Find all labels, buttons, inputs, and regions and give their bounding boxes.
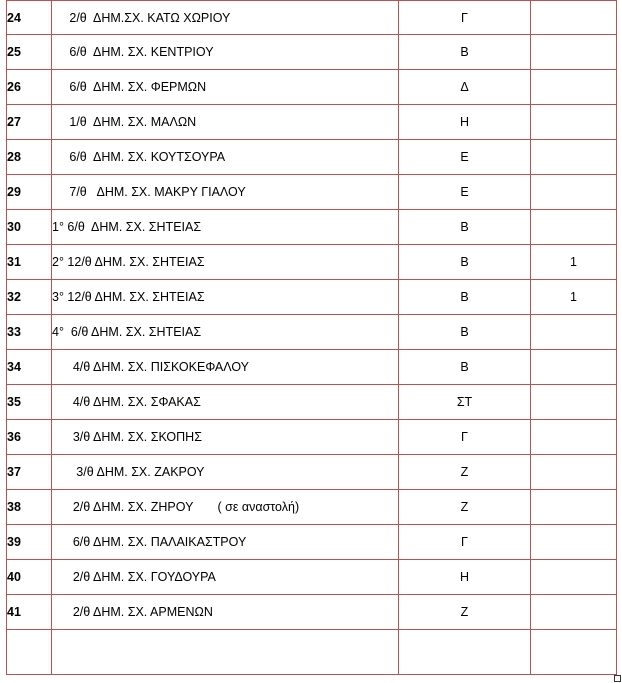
extra-cell [531, 525, 617, 560]
school-name: 6/θ ΔΗΜ. ΣΧ. ΚΟΥΤΣΟΥΡΑ [52, 140, 399, 175]
school-name: 3/θ ΔΗΜ. ΣΧ. ΣΚΟΠΗΣ [52, 420, 399, 455]
category-cell: Β [399, 280, 531, 315]
row-number: 32 [7, 280, 52, 315]
table-row [7, 35, 617, 70]
table-row [7, 525, 617, 560]
table-row [7, 350, 617, 385]
row-number: 38 [7, 490, 52, 525]
extra-cell [531, 140, 617, 175]
table-row-empty [7, 630, 617, 675]
table-row [7, 1, 617, 35]
extra-cell [531, 350, 617, 385]
row-number: 35 [7, 385, 52, 420]
category-cell: Β [399, 210, 531, 245]
extra-cell: 1 [531, 245, 617, 280]
extra-cell [531, 1, 617, 35]
category-cell: Ε [399, 140, 531, 175]
category-cell: Ζ [399, 595, 531, 630]
extra-cell-empty [531, 630, 617, 675]
school-name: 1° 6/θ ΔΗΜ. ΣΧ. ΣΗΤΕΙΑΣ [52, 210, 399, 245]
school-name: 2/θ ΔΗΜ. ΣΧ. ΑΡΜΕΝΩΝ [52, 595, 399, 630]
row-number: 34 [7, 350, 52, 385]
category-cell: Γ [399, 420, 531, 455]
category-cell: Ζ [399, 455, 531, 490]
school-name: 4/θ ΔΗΜ. ΣΧ. ΣΦΑΚΑΣ [52, 385, 399, 420]
extra-cell [531, 385, 617, 420]
school-name: 3/θ ΔΗΜ. ΣΧ. ΖΑΚΡΟΥ [52, 455, 399, 490]
table-row [7, 490, 617, 525]
school-name: 2/θ ΔΗΜ.ΣΧ. ΚΑΤΩ ΧΩΡΙΟΥ [52, 1, 399, 35]
school-name: 2/θ ΔΗΜ. ΣΧ. ΖΗΡΟΥ ( σε αναστολή) [52, 490, 399, 525]
row-number: 29 [7, 175, 52, 210]
category-cell: Γ [399, 1, 531, 35]
extra-cell [531, 70, 617, 105]
extra-cell [531, 560, 617, 595]
category-cell: Ε [399, 175, 531, 210]
category-cell: Β [399, 350, 531, 385]
table-row [7, 315, 617, 350]
page-corner-marker [614, 675, 621, 682]
extra-cell [531, 455, 617, 490]
category-cell: Β [399, 35, 531, 70]
school-name: 1/θ ΔΗΜ. ΣΧ. ΜΑΛΩΝ [52, 105, 399, 140]
extra-cell [531, 210, 617, 245]
extra-cell [531, 420, 617, 455]
row-number: 31 [7, 245, 52, 280]
table-row [7, 105, 617, 140]
row-number: 28 [7, 140, 52, 175]
extra-cell [531, 175, 617, 210]
row-number-empty [7, 630, 52, 675]
table-row [7, 455, 617, 490]
row-number: 36 [7, 420, 52, 455]
category-cell-empty [399, 630, 531, 675]
school-name-empty [52, 630, 399, 675]
extra-cell [531, 105, 617, 140]
table-row [7, 70, 617, 105]
schools-table [6, 0, 617, 675]
row-number: 39 [7, 525, 52, 560]
table-row [7, 245, 617, 280]
table-row [7, 560, 617, 595]
table-row [7, 140, 617, 175]
extra-cell [531, 490, 617, 525]
school-name: 3° 12/θ ΔΗΜ. ΣΧ. ΣΗΤΕΙΑΣ [52, 280, 399, 315]
category-cell: Η [399, 105, 531, 140]
row-number: 37 [7, 455, 52, 490]
row-number: 30 [7, 210, 52, 245]
row-number: 33 [7, 315, 52, 350]
extra-cell [531, 35, 617, 70]
school-name: 2° 12/θ ΔΗΜ. ΣΧ. ΣΗΤΕΙΑΣ [52, 245, 399, 280]
table-row [7, 280, 617, 315]
extra-cell: 1 [531, 280, 617, 315]
table-row [7, 420, 617, 455]
row-number: 25 [7, 35, 52, 70]
school-name: 6/θ ΔΗΜ. ΣΧ. ΦΕΡΜΩΝ [52, 70, 399, 105]
row-number: 27 [7, 105, 52, 140]
row-number: 24 [7, 1, 52, 35]
school-name: 7/θ ΔΗΜ. ΣΧ. ΜΑΚΡΥ ΓΙΑΛΟΥ [52, 175, 399, 210]
row-number: 40 [7, 560, 52, 595]
schools-table-body [7, 1, 617, 675]
category-cell: Δ [399, 70, 531, 105]
extra-cell [531, 595, 617, 630]
category-cell: Η [399, 560, 531, 595]
school-name: 6/θ ΔΗΜ. ΣΧ. ΠΑΛΑΙΚΑΣΤΡΟΥ [52, 525, 399, 560]
school-name: 4° 6/θ ΔΗΜ. ΣΧ. ΣΗΤΕΙΑΣ [52, 315, 399, 350]
category-cell: Β [399, 315, 531, 350]
school-name: 4/θ ΔΗΜ. ΣΧ. ΠΙΣΚΟΚΕΦΑΛΟΥ [52, 350, 399, 385]
extra-cell [531, 315, 617, 350]
category-cell: Β [399, 245, 531, 280]
school-name: 2/θ ΔΗΜ. ΣΧ. ΓΟΥΔΟΥΡΑ [52, 560, 399, 595]
category-cell: Γ [399, 525, 531, 560]
category-cell: ΣΤ [399, 385, 531, 420]
row-number: 26 [7, 70, 52, 105]
table-row [7, 595, 617, 630]
category-cell: Ζ [399, 490, 531, 525]
table-row [7, 210, 617, 245]
row-number: 41 [7, 595, 52, 630]
school-name: 6/θ ΔΗΜ. ΣΧ. ΚΕΝΤΡΙΟΥ [52, 35, 399, 70]
table-row [7, 175, 617, 210]
table-row [7, 385, 617, 420]
